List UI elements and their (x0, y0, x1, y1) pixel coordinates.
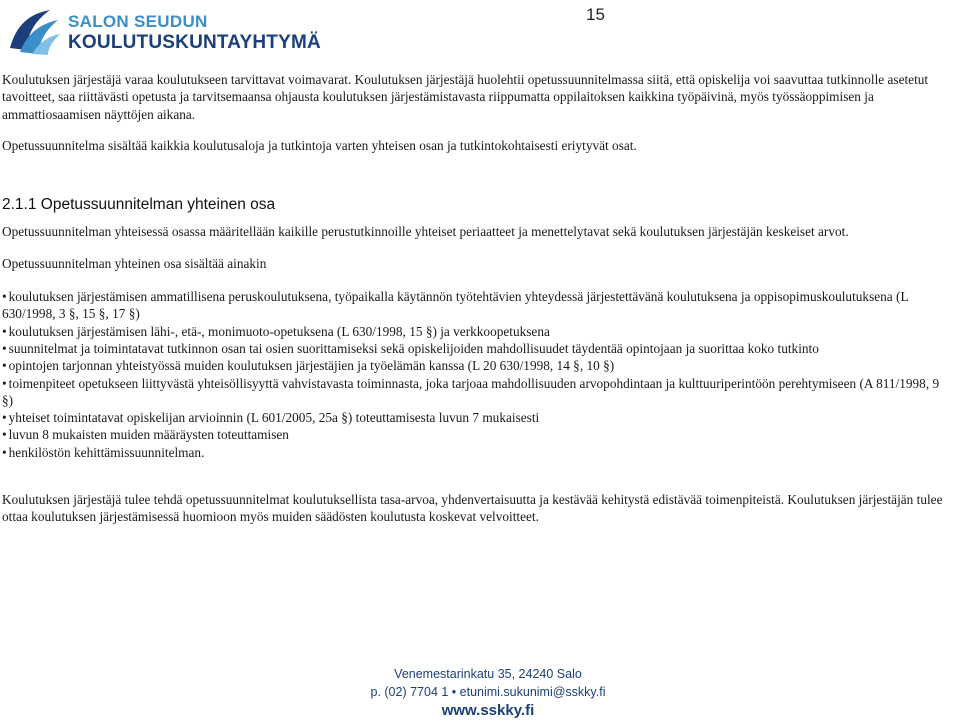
logo-text-line1: SALON SEUDUN (68, 12, 208, 31)
paragraph-contains-intro: Opetussuunnitelman yhteinen osa sisältää ainakin (2, 255, 267, 271)
organization-logo (6, 6, 356, 56)
paragraph-resources: Koulutuksen järjestäjä varaa koulutukseen tarvittavat voimavarat. Koulutuksen järjestäjä huolehtii opetussuunnitelmassa siitä, että opiskelija voi saavuttaa tutkinnolle asetetut tavoitteet, saa riittävästi opetusta ja tarvitsemaansa ohjausta koulutuksen järjestämistavasta riippumatta oppilaitoksen kaikkina työpäivinä, myös työssäoppimisen ja ammattiosaamisen näyttöjen aikana. (2, 72, 929, 122)
list-item: • henkilöstön kehittämissuunnitelman. (2, 444, 205, 460)
list-item: • suunnitelmat ja toimintatavat tutkinnon osan tai osien suorittamiseksi sekä opiskelijoiden mahdollisuudet täydentää opintojaan ja suorittaa koko tutkinto (2, 340, 819, 356)
page-number: 15 (586, 5, 605, 24)
paragraph-common-part: Opetussuunnitelman yhteisessä osassa määritellään kaikille perustutkinnoille yhteiset periaatteet ja menettelytavat sekä koulutuksen järjestäjän keskeiset arvot. (2, 224, 849, 240)
list-item-text: luvun 8 mukaisten muiden määräysten toteuttamisen (8, 427, 289, 443)
footer-address: Venemestarinkatu 35, 24240 Salo (394, 667, 582, 681)
paragraph-curriculum-parts: Opetussuunnitelma sisältää kaikkia koulutusaloja ja tutkintoja varten yhteisen osan ja tutkintokohtaisesti eriytyvät osat. (2, 137, 637, 153)
list-item-text: koulutuksen järjestämisen lähi-, etä-, monimuoto-opetuksena (L 630/1998, 15 §) ja verkkoopetuksena (8, 323, 550, 339)
list-item: • koulutuksen järjestämisen ammatillisena peruskoulutuksena, työpaikalla käytännön työtehtävien yhteydessä järjestettävänä koulutuksena ja oppisopimuskoulutuksena (L 630/1998, 3 §, 15 §, 17 §) (2, 289, 909, 322)
list-item: • toimenpiteet opetukseen liittyvästä yhteisöllisyyttä vahvistavasta toiminnasta, joka tarjoaa mahdollisuuden arvopohdintaan ja kulttuuriperintöön perehtymiseen (A 811/1998, 9 §) (2, 375, 940, 408)
page-footer (360, 665, 616, 721)
footer-contact: p. (02) 7704 1 • etunimi.sukunimi@sskky.fi (370, 685, 606, 699)
list-item: • luvun 8 mukaisten muiden määräysten toteuttamisen (2, 427, 289, 443)
paragraph-equality: Koulutuksen järjestäjä tulee tehdä opetussuunnitelmat koulutuksellista tasa-arvoa, yhdenvertaisuutta ja kestävää kehitystä edistävää toimenpiteistä. Koulutuksen järjestäjän tulee ottaa koulutuksen järjestämisessä huomioon myös muiden säädösten koulutusta koskevat velvoitteet. (2, 492, 943, 525)
section-heading: 2.1.1 Opetussuunnitelman yhteinen osa (2, 196, 276, 214)
list-item-text: opintojen tarjonnan yhteistyössä muiden koulutuksen järjestäjien ja työelämän kanssa (L 20 630/1998, 14 §, 10 §) (8, 358, 615, 374)
footer-website-link[interactable]: www.sskky.fi (441, 702, 535, 719)
document-body (2, 71, 952, 526)
bullet-list (2, 288, 952, 461)
list-item: • koulutuksen järjestämisen lähi-, etä-, monimuoto-opetuksena (L 630/1998, 15 §) ja verkkoopetuksena (2, 323, 550, 339)
list-item-text: suunnitelmat ja toimintatavat tutkinnon osan tai osien suorittamiseksi sekä opiskelijoiden mahdollisuudet täydentää opintojaan ja suorittaa koko tutkinto (8, 340, 819, 356)
list-item-text: henkilöstön kehittämissuunnitelman. (8, 444, 205, 460)
list-item-text: toimenpiteet opetukseen liittyvästä yhteisöllisyyttä vahvistavasta toiminnasta, joka tarjoaa mahdollisuuden arvopohdintaan ja kulttuuriperintöön perehtymiseen (A 811/1998, 9 §) (2, 375, 940, 408)
list-item: • opintojen tarjonnan yhteistyössä muiden koulutuksen järjestäjien ja työelämän kanssa (L 20 630/1998, 14 §, 10 §) (2, 358, 615, 374)
logo-mark-icon (6, 6, 62, 56)
list-item: • yhteiset toimintatavat opiskelijan arvioinnin (L 601/2005, 25a §) toteuttamisesta luvun 7 mukaisesti (2, 410, 540, 426)
list-item-text: yhteiset toimintatavat opiskelijan arvioinnin (L 601/2005, 25a §) toteuttamisesta luvun 7 mukaisesti (8, 410, 540, 426)
logo-text-line2: KOULUTUSKUNTAYHTYMÄ (68, 32, 321, 53)
list-item-text: koulutuksen järjestämisen ammatillisena peruskoulutuksena, työpaikalla käytännön työtehtävien yhteydessä järjestettävänä koulutuksena ja oppisopimuskoulutuksena (L 630/1998, 3 §, 15 §, 17 §) (2, 289, 909, 322)
